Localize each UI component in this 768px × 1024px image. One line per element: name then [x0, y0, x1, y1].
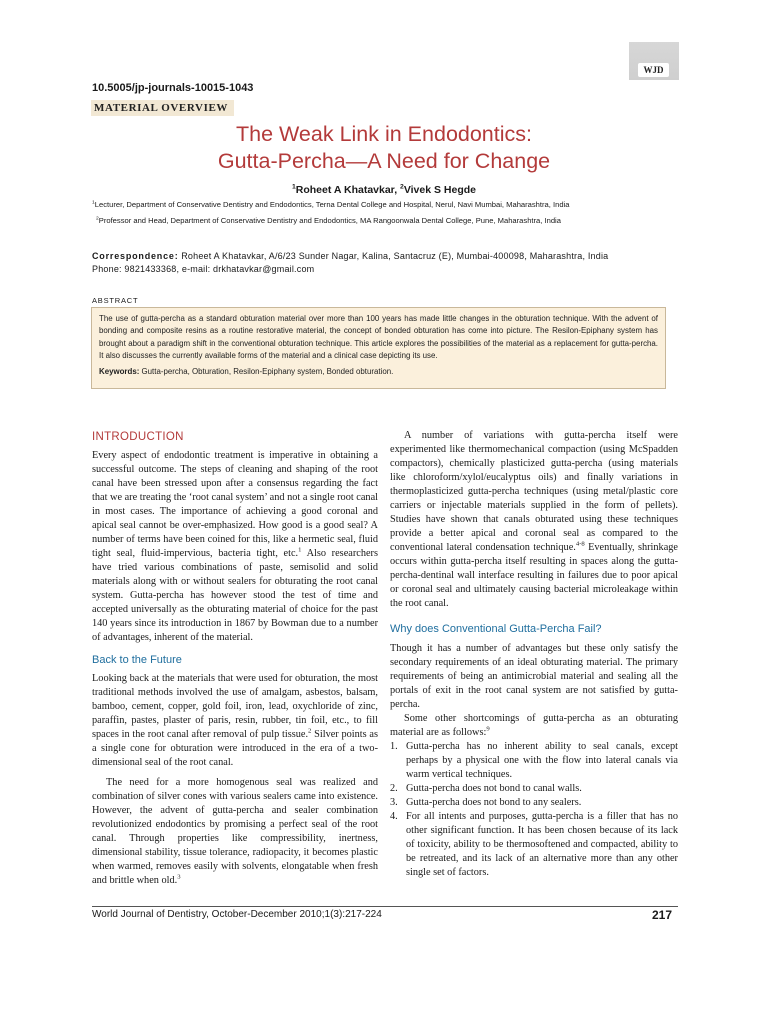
future-text-2: The need for a more homogenous seal was realized and combination of silver cones with various sealers came into existence. However, the advent of gutta-percha and sealer combination revolutionized endodontics by promising a perfect seal of the root canal. Through properties like compressibility, inertness, dimensional stability, tissue tolerance, radiopacity, it becomes plastic when warmed, removes easily with solvents, elongatable when fresh and brittle when old. [92, 777, 378, 886]
doi: 10.5005/jp-journals-10015-1043 [92, 82, 254, 94]
list-number: 3. [390, 797, 398, 808]
future-paragraph-1 [92, 672, 378, 770]
why-fail-heading: Why does Conventional Gutta-Percha Fail? [390, 623, 602, 635]
intro-paragraph [92, 449, 378, 645]
list-number: 4. [390, 811, 398, 822]
affiliation-1-sup: 1 [92, 200, 95, 206]
author-1: Roheet A Khatavkar, [295, 184, 401, 196]
list-text: For all intents and purposes, gutta-percha is a filler that has no other significant function. It has been chosen because of its lack of toxicity, ability to be thermosoftened and compacted, ability to be retreated, and its lack of an alternative more than any other single set of factors. [406, 811, 678, 878]
ref-3: 3 [177, 873, 181, 881]
affiliation-2-text: Professor and Head, Department of Conservative Dentistry and Endodontics, MA Rangoonwala Dental College, Pune, Maharashtra, India [98, 216, 561, 225]
page-number: 217 [652, 908, 673, 922]
back-to-future-heading: Back to the Future [92, 654, 182, 666]
correspondence-address: Roheet A Khatavkar, A/6/23 Sunder Nagar, Kalina, Santacruz (E), Mumbai-400098, Maharashtra, India [178, 251, 609, 261]
why-paragraph-2 [390, 712, 678, 740]
affiliation-2-sup: 2 [96, 216, 99, 222]
list-number: 1. [390, 741, 398, 752]
keywords-text: Gutta-percha, Obturation, Resilon-Epiphany system, Bonded obturation. [139, 366, 394, 376]
list-item [390, 810, 678, 880]
why-text-2: Some other shortcomings of gutta-percha as an obturating material are as follows: [390, 713, 678, 738]
list-text: Gutta-percha has no inherent ability to seal canals, except perhaps by a physical one with the flow into lateral canals via warm vertical techniques. [406, 741, 678, 780]
title-line-2: Gutta-Percha—A Need for Change [217, 149, 551, 173]
variations-text-end: Eventually, shrinkage occurs within gutta-percha itself resulting in spaces along the gutta-percha-dentinal wall interface resulting in failures due to poor apical or coronal seal and ultimately causing bacterial microleakage within the root canal. [390, 542, 678, 609]
title-line-1: The Weak Link in Endodontics: [236, 122, 532, 146]
list-item [390, 796, 678, 810]
section-label: MATERIAL OVERVIEW [91, 100, 234, 116]
correspondence-contact: Phone: 9821433368, e-mail: drkhatavkar@gmail.com [92, 264, 315, 274]
affiliation-1-text: Lecturer, Department of Conservative Dentistry and Endodontics, Terna Dental College and Hospital, Nerul, Navi Mumbai, Maharashtra, India [94, 200, 570, 209]
variations-text: A number of variations with gutta-percha itself were experimented like thermomechanical compaction (using McSpadden compactors), chemically plasticized gutta-percha (using materials like chloroform/xylol/eucalyptus oils) and finally variations in thermoplasticized gutta-percha techniques (using metal/plastic core carriers or injectable materials supplied in the form of pellets). Studies have shown that canals obturated using these techniques provide a better apical and coronal seal as compared to the conventional lateral condensation technique. [390, 430, 678, 553]
footer-citation: World Journal of Dentistry, October-December 2010;1(3):217-224 [92, 909, 382, 920]
affiliation-2 [96, 216, 561, 225]
list-item [390, 782, 678, 796]
variations-paragraph [390, 429, 678, 611]
ref-1: 1 [298, 546, 302, 554]
journal-tab [629, 42, 679, 80]
correspondence-label: Correspondence: [92, 251, 179, 261]
introduction-heading: INTRODUCTION [92, 431, 184, 443]
ref-4-8: 4-8 [575, 540, 585, 548]
left-column [92, 430, 378, 888]
shortcomings-list [390, 740, 678, 880]
list-text: Gutta-percha does not bond to any sealers. [406, 797, 582, 808]
intro-text: Every aspect of endodontic treatment is imperative in obtaining a successful outcome. The steps of cleaning and shaping of the root canal have been stressed upon after a consensus regarding the fact that we are treating the ‘root canal system’ and not a single root canal in most cases. The importance of achieving a good coronal and apical seal cannot be over-emphasized. How good is a good seal? A number of terms have been coined for this, like a hermetic seal, fluid tight seal, fluid-impervious, bacteria tight, etc. [92, 450, 379, 559]
correspondence [92, 250, 676, 276]
right-column [390, 429, 678, 880]
affiliation-1 [92, 200, 569, 209]
future-text-1: Looking back at the materials that were used for obturation, the most traditional methods involved the use of amalgam, asbestos, balsam, bamboo, cement, copper, gold foil, iron, lead, oxychloride of zinc, paraffin, pastes, plaster of paris, resin, rubber, tin foil, etc., to fill spaces in the root canal after removal of pulp tissue. [92, 673, 378, 740]
why-paragraph-1: Though it has a number of advantages but these only satisfy the secondary requirements of an ideal obturating material. The primary requirements of being an antimicrobial material and sealing all the portals of exit in the root canal system are not satisfied by gutta-percha. [390, 643, 678, 710]
journal-abbrev: WJD [638, 63, 669, 77]
abstract-text: The use of gutta-percha as a standard obturation material over more than 100 years has made little changes in the obturation technique. With the advent of bonding and composite resins as a routine restorative material, the concept of bonded obturation has come into picture. The Resilon-Epiphany system has brought about a paradigm shift in the conventional obturation technique. This article explores the possibilities of the material as a replacement for gutta-percha. It also discusses the currently available forms of the material and a clinical case depicting its use. [99, 314, 658, 361]
footer-rule [92, 906, 678, 907]
abstract-box [91, 307, 666, 389]
list-text: Gutta-percha does not bond to canal walls. [406, 783, 582, 794]
author-2: Vivek S Hegde [403, 184, 477, 196]
list-item [390, 740, 678, 782]
future-text-1-end: Silver points as a single cone for obturation were introduced in the era of a two-dimensional seal of the root canal. [92, 729, 378, 768]
author-1-sup: 1 [291, 183, 296, 191]
abstract-heading: ABSTRACT [92, 296, 139, 305]
ref-2: 2 [308, 727, 312, 735]
article-title [92, 121, 676, 175]
intro-text-end: Also researchers have tried various combinations of paste, semisolid and solid materials along with or without sealers for obturating the root canal system. Gutta-percha has however stood the test of time and accepted universally as the obturating material of choice for the past 140 years since its introduction in 1867 by Bowman due to a number of advantages, inherent of the material. [92, 548, 378, 643]
keywords [99, 366, 658, 378]
future-paragraph-2 [92, 776, 378, 888]
keywords-label: Keywords: [99, 366, 140, 376]
authors [92, 184, 676, 196]
list-number: 2. [390, 783, 398, 794]
ref-9: 9 [486, 725, 490, 733]
author-2-sup: 2 [400, 183, 404, 191]
